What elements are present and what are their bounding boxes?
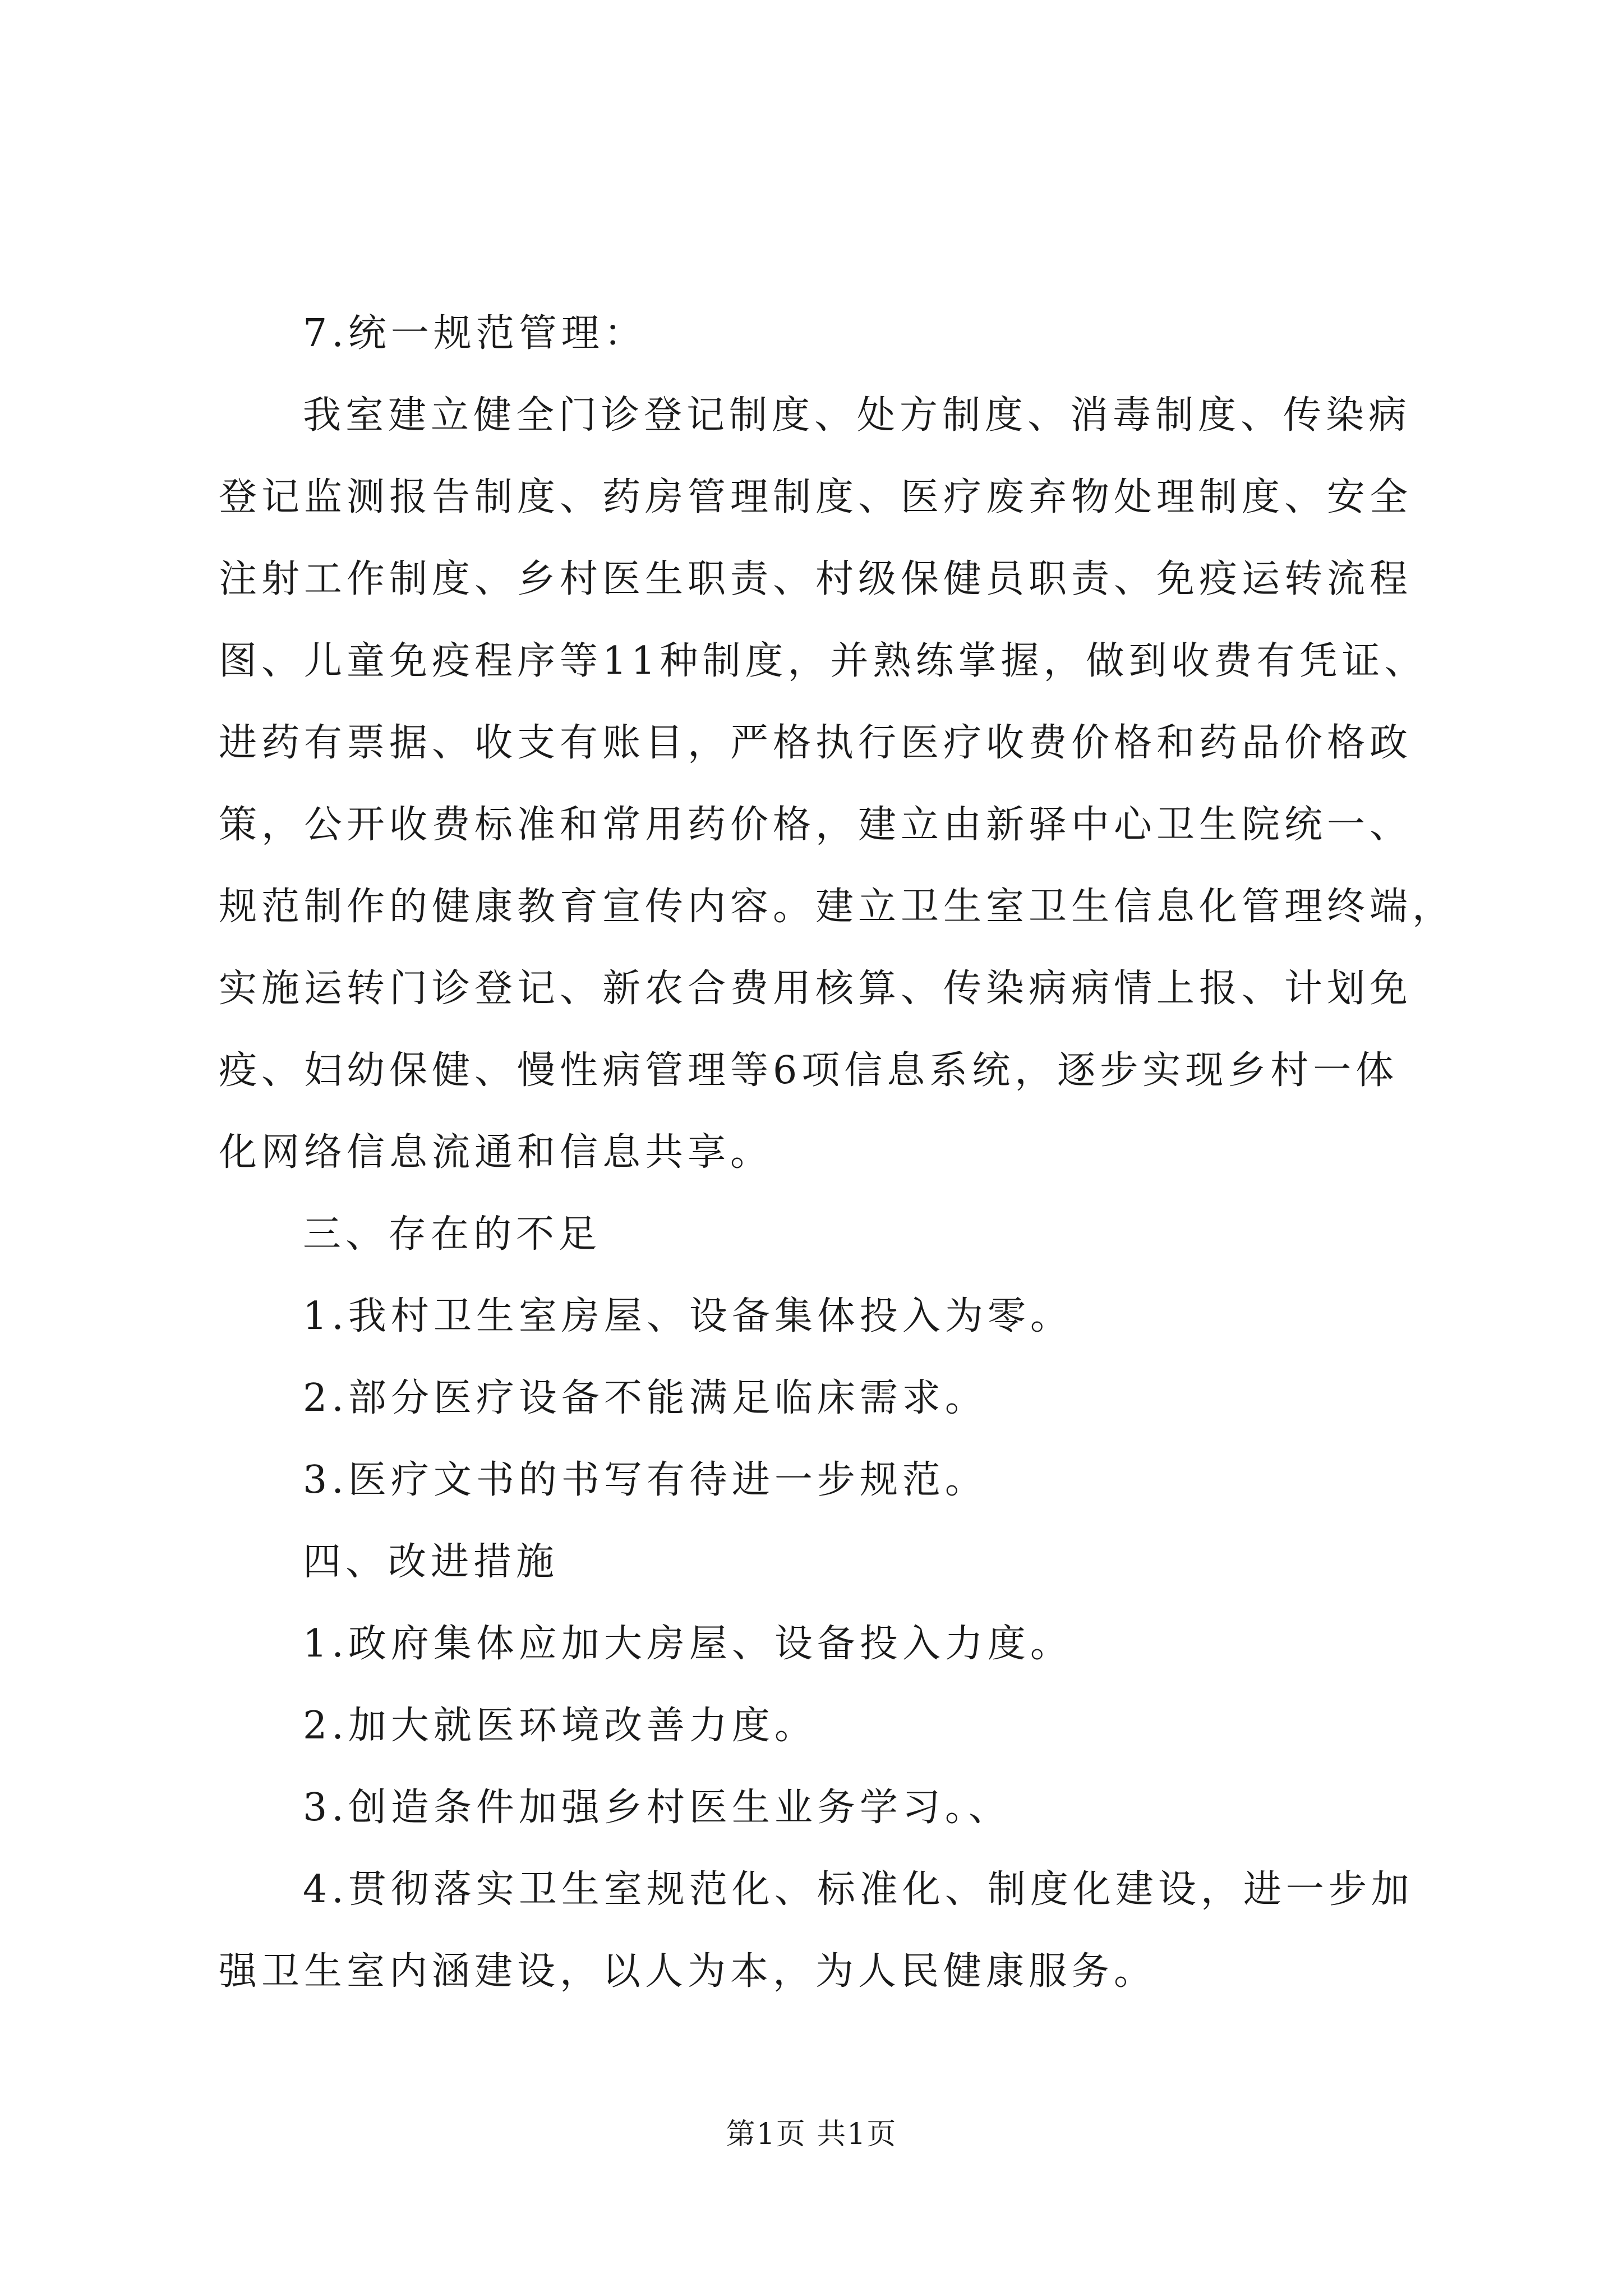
list-item: 3.创造条件加强乡村医生业务学习。、 [303, 1786, 1011, 1830]
page-footer: 第1页 共1页 [726, 2118, 897, 2151]
paragraph-line: 实施运转门诊登记、新农合费用核算、传染病病情上报、计划免 [219, 967, 1413, 1011]
paragraph-line: 规范制作的健康教育宣传内容。建立卫生室卫生信息化管理终端， [219, 885, 1455, 929]
paragraph-line: 注射工作制度、乡村医生职责、村级保健员职责、免疫运转流程 [219, 557, 1413, 601]
list-item: 1.政府集体应加大房屋、设备投入力度。 [303, 1622, 1073, 1666]
section-4-heading: 四、改进措施 [303, 1540, 559, 1584]
paragraph-line: 疫、妇幼保健、慢性病管理等6项信息系统，逐步实现乡村一体 [219, 1048, 1399, 1093]
list-item: 4.贯彻落实卫生室规范化、标准化、制度化建设，进一步加 [303, 1867, 1414, 1912]
paragraph-line: 化网络信息流通和信息共享。 [219, 1130, 773, 1175]
paragraph-line: 图、儿童免疫程序等11种制度，并熟练掌握，做到收费有凭证、 [219, 639, 1427, 683]
list-item-continuation: 强卫生室内涵建设，以人为本，为人民健康服务。 [219, 1949, 1157, 1994]
paragraph-line: 策，公开收费标准和常用药价格，建立由新驿中心卫生院统一、 [219, 803, 1413, 847]
paragraph-line: 我室建立健全门诊登记制度、处方制度、消毒制度、传染病 [303, 393, 1412, 438]
list-item: 3.医疗文书的书写有待进一步规范。 [303, 1458, 988, 1502]
paragraph-line: 进药有票据、收支有账目，严格执行医疗收费价格和药品价格政 [219, 721, 1413, 765]
list-item: 1.我村卫生室房屋、设备集体投入为零。 [303, 1294, 1073, 1338]
section-3-heading: 三、存在的不足 [303, 1212, 602, 1257]
paragraph-line: 登记监测报告制度、药房管理制度、医疗废弃物处理制度、安全 [219, 475, 1413, 519]
list-item: 2.加大就医环境改善力度。 [303, 1704, 817, 1748]
list-item: 2.部分医疗设备不能满足临床需求。 [303, 1376, 988, 1420]
section-7-heading: 7.统一规范管理： [303, 311, 647, 356]
